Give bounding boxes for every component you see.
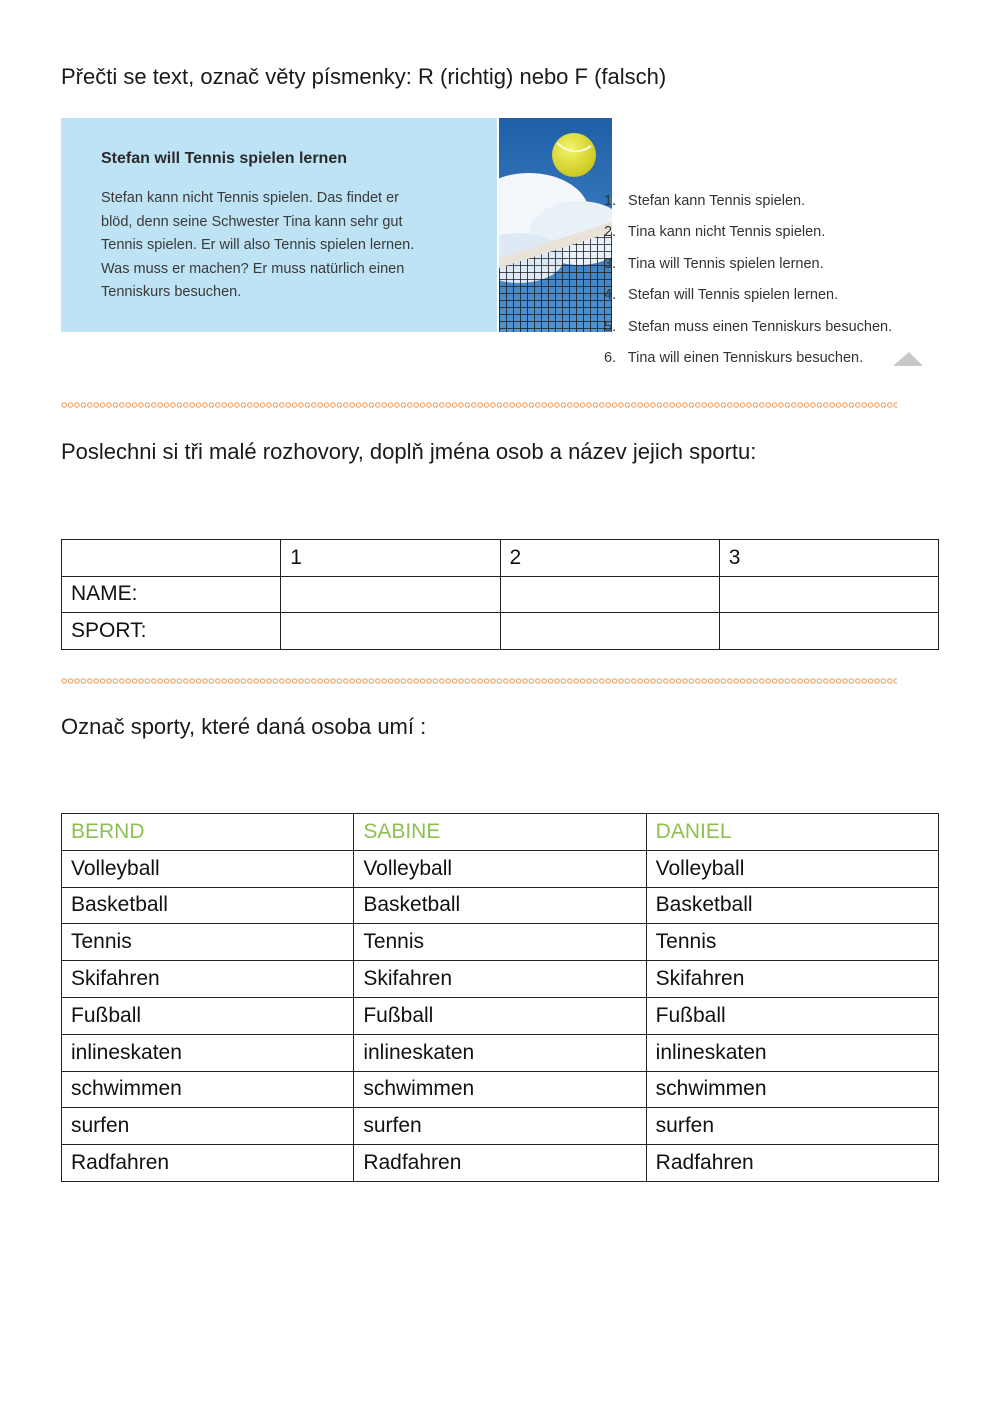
- table-row: [62, 850, 939, 887]
- sport-cell[interactable]: Fußball: [354, 997, 646, 1034]
- sport-cell[interactable]: Skifahren: [354, 961, 646, 998]
- sport-cell[interactable]: inlineskaten: [62, 1034, 354, 1071]
- sport-cell[interactable]: Skifahren: [646, 961, 938, 998]
- sport-cell[interactable]: Tennis: [62, 924, 354, 961]
- sport-cell[interactable]: surfen: [354, 1108, 646, 1145]
- table-header-cell: 1: [281, 540, 500, 577]
- answer-cell[interactable]: [719, 613, 938, 650]
- statement-item: 6. Tina will einen Tenniskurs besuchen.: [604, 349, 864, 366]
- instruction-read-text: Přečti se text, označ věty písmenky: R (richtig) nebo F (falsch): [61, 64, 667, 89]
- table-row: [62, 887, 939, 924]
- row-label-name: NAME:: [62, 576, 281, 613]
- sport-cell[interactable]: Basketball: [354, 887, 646, 924]
- table-header-cell: 2: [500, 540, 719, 577]
- sport-cell[interactable]: surfen: [646, 1108, 938, 1145]
- sport-cell[interactable]: Tennis: [646, 924, 938, 961]
- sport-cell[interactable]: Radfahren: [646, 1145, 938, 1182]
- answer-cell[interactable]: [500, 576, 719, 613]
- sport-cell[interactable]: Volleyball: [646, 850, 938, 887]
- table-header-row: [62, 540, 939, 577]
- statement-item: 1. Stefan kann Tennis spielen.: [604, 193, 806, 209]
- table-header-cell: [62, 540, 281, 577]
- sport-cell[interactable]: surfen: [62, 1108, 354, 1145]
- sports-table: [61, 813, 939, 1182]
- sport-cell[interactable]: Radfahren: [62, 1145, 354, 1182]
- sport-cell[interactable]: Radfahren: [354, 1145, 646, 1182]
- sport-cell[interactable]: Tennis: [354, 924, 646, 961]
- page-curl-decoration: [893, 350, 923, 368]
- table-row-sport: [62, 613, 939, 650]
- reading-text-body: [101, 187, 481, 305]
- statement-list: [604, 188, 892, 376]
- dotted-divider: [61, 401, 897, 409]
- table-row: [62, 961, 939, 998]
- reading-text-line: Stefan kann nicht Tennis spielen. Das findet er: [101, 190, 399, 206]
- reading-text-box: [61, 118, 497, 332]
- sport-cell[interactable]: inlineskaten: [646, 1034, 938, 1071]
- sport-cell[interactable]: Volleyball: [354, 850, 646, 887]
- person-header-daniel: DANIEL: [646, 814, 938, 851]
- table-row: [62, 924, 939, 961]
- sport-cell[interactable]: Skifahren: [62, 961, 354, 998]
- answer-cell[interactable]: [719, 576, 938, 613]
- reading-text-title: Stefan will Tennis spielen lernen: [101, 150, 347, 167]
- sport-cell[interactable]: inlineskaten: [354, 1034, 646, 1071]
- statement-item: 5. Stefan muss einen Tenniskurs besuchen.: [604, 318, 893, 335]
- sport-cell[interactable]: schwimmen: [354, 1071, 646, 1108]
- reading-text-line: Was muss er machen? Er muss natürlich einen: [101, 260, 405, 277]
- answer-cell[interactable]: [281, 613, 500, 650]
- person-header-bernd: BERND: [62, 814, 354, 851]
- table-row: [62, 1034, 939, 1071]
- sport-cell[interactable]: Fußball: [646, 997, 938, 1034]
- person-header-sabine: SABINE: [354, 814, 646, 851]
- table-header-cell: 3: [719, 540, 938, 577]
- tennis-photo: [499, 118, 612, 332]
- dotted-divider: [61, 677, 897, 685]
- answer-cell[interactable]: [500, 613, 719, 650]
- table-row: [62, 1108, 939, 1145]
- sport-cell[interactable]: Volleyball: [62, 850, 354, 887]
- sport-cell[interactable]: Basketball: [646, 887, 938, 924]
- table-row-name: [62, 576, 939, 613]
- reading-text-line: Tennis spielen. Er will also Tennis spielen lernen.: [101, 237, 415, 253]
- table-header-row: [62, 814, 939, 851]
- sport-cell[interactable]: schwimmen: [646, 1071, 938, 1108]
- reading-text-line: Tenniskurs besuchen.: [101, 284, 242, 300]
- reading-text-line: blöd, denn seine Schwester Tina kann sehr gut: [101, 213, 403, 230]
- answer-cell[interactable]: [281, 576, 500, 613]
- row-label-sport: SPORT:: [62, 613, 281, 650]
- instruction-listening: Poslechni si tři malé rozhovory, doplň jména osob a název jejich sportu:: [61, 439, 757, 464]
- statement-item: 3. Tina will Tennis spielen lernen.: [604, 255, 824, 272]
- sport-cell[interactable]: Basketball: [62, 887, 354, 924]
- table-row: [62, 1071, 939, 1108]
- listening-table: [61, 539, 939, 650]
- statement-item: 4. Stefan will Tennis spielen lernen.: [604, 287, 839, 304]
- table-row: [62, 997, 939, 1034]
- table-row: [62, 1145, 939, 1182]
- sport-cell[interactable]: schwimmen: [62, 1071, 354, 1108]
- sport-cell[interactable]: Fußball: [62, 997, 354, 1034]
- statement-item: 2. Tina kann nicht Tennis spielen.: [604, 224, 826, 241]
- instruction-mark-sports: Označ sporty, které daná osoba umí :: [61, 714, 427, 739]
